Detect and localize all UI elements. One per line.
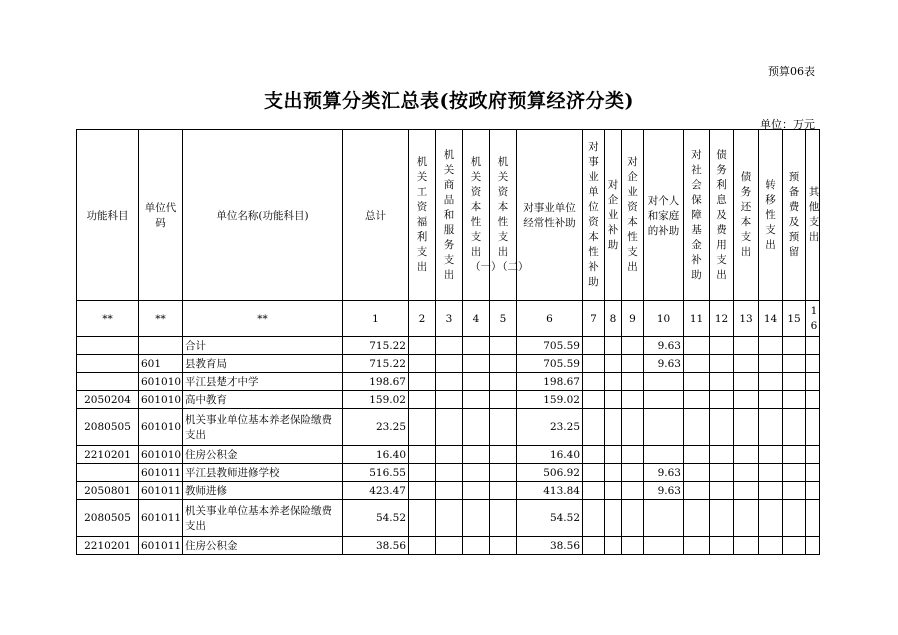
total-cell: 159.02 (343, 391, 409, 409)
func-code-cell: 2210201 (77, 446, 139, 464)
unit-code-cell: 601010 (139, 409, 183, 446)
index-cell: 10 (644, 301, 684, 337)
table-row (77, 500, 820, 537)
table-row (77, 537, 820, 555)
index-cell: 13 (734, 301, 759, 337)
col-4-label: 机关资本性支出（二） (497, 156, 529, 273)
col-4 (490, 130, 529, 301)
col-10 (684, 130, 710, 301)
index-cell: 14 (759, 301, 783, 337)
col-12 (734, 130, 759, 301)
form-number: 预算06表 (768, 65, 815, 78)
unit-name-cell: 平江县教师进修学校 (183, 464, 343, 482)
col-9: 对个人和家庭的补助 (644, 130, 684, 301)
col-2 (436, 130, 463, 301)
col-2-label: 机关商品和服务支出 (443, 148, 455, 281)
col-15 (806, 130, 820, 301)
index-cell: 3 (436, 301, 463, 337)
unit-name-cell: 机关事业单位基本养老保险缴费支出 (183, 409, 343, 446)
unit-name-cell: 县教育局 (183, 355, 343, 373)
total-cell: 423.47 (343, 482, 409, 500)
subsidy-cell: 705.59 (517, 355, 583, 373)
col-11-label: 债务利息及费用支出 (716, 148, 727, 281)
personal-cell (644, 373, 684, 391)
index-cell: 7 (583, 301, 605, 337)
unit-code-cell: 601011 (139, 464, 183, 482)
col-3 (463, 130, 502, 301)
col-6-label: 对事业单位资本性补助 (588, 141, 599, 288)
index-cell: 9 (622, 301, 644, 337)
unit-code-cell: 601011 (139, 537, 183, 555)
personal-cell: 9.63 (644, 337, 684, 355)
table-row (77, 464, 820, 482)
col-12-label: 债务还本支出 (740, 171, 752, 258)
col-total: 总计 (343, 130, 409, 301)
col-1-label: 机关工资福利支出 (416, 156, 428, 273)
unit-name-cell: 平江县楚才中学 (183, 373, 343, 391)
index-cell: 6 (517, 301, 583, 337)
unit-code-cell: 601010 (139, 373, 183, 391)
unit-code-cell: 601011 (139, 482, 183, 500)
func-code-cell: 2050801 (77, 482, 139, 500)
personal-cell (644, 500, 684, 537)
col-8-label: 对企业资本性支出 (627, 156, 638, 273)
col-5: 对事业单位经常性补助 (517, 130, 583, 301)
table-row (77, 482, 820, 500)
unit-name-cell: 住房公积金 (183, 446, 343, 464)
total-cell: 516.55 (343, 464, 409, 482)
func-code-cell (77, 464, 139, 482)
unit-label: 单位：万元 (760, 118, 815, 131)
personal-cell (644, 446, 684, 464)
personal-cell: 9.63 (644, 464, 684, 482)
unit-code-cell: 601010 (139, 391, 183, 409)
func-code-cell (77, 337, 139, 355)
subsidy-cell: 413.84 (517, 482, 583, 500)
table-row (77, 355, 820, 373)
budget-table (76, 129, 820, 555)
index-cell: ** (77, 301, 139, 337)
col-7-label: 对企业补助 (607, 178, 619, 251)
col-10-label: 对社会保障基金补助 (691, 148, 702, 281)
index-cell: 12 (710, 301, 734, 337)
index-cell: ** (183, 301, 343, 337)
table-row (77, 373, 820, 391)
subsidy-cell: 54.52 (517, 500, 583, 537)
func-code-cell (77, 373, 139, 391)
subsidy-cell: 38.56 (517, 537, 583, 555)
func-code-cell: 2080505 (77, 409, 139, 446)
unit-name-cell: 住房公积金 (183, 537, 343, 555)
subsidy-cell: 23.25 (517, 409, 583, 446)
table-row (77, 446, 820, 464)
unit-code-cell (139, 337, 183, 355)
col-13-label: 转移性支出 (765, 178, 776, 251)
index-cell: 1 (343, 301, 409, 337)
index-cell: 2 (409, 301, 436, 337)
index-cell: 4 (463, 301, 490, 337)
func-code-cell (77, 355, 139, 373)
col-func-code: 功能科目 (77, 130, 139, 301)
unit-name-cell: 机关事业单位基本养老保险缴费支出 (183, 500, 343, 537)
unit-name-cell: 教师进修 (183, 482, 343, 500)
index-cell: 11 (684, 301, 710, 337)
table-row (77, 391, 820, 409)
col-7 (605, 130, 622, 301)
col-unit-code: 单位代码 (139, 130, 183, 301)
col-1 (409, 130, 436, 301)
subsidy-cell: 705.59 (517, 337, 583, 355)
col-unit-name: 单位名称(功能科目) (183, 130, 343, 301)
func-code-cell: 2080505 (77, 500, 139, 537)
table-row (77, 409, 820, 446)
subsidy-cell: 506.92 (517, 464, 583, 482)
col-15-label: 其他支出 (808, 186, 820, 243)
total-cell: 23.25 (343, 409, 409, 446)
personal-cell (644, 537, 684, 555)
unit-code-cell: 601010 (139, 446, 183, 464)
subsidy-cell: 16.40 (517, 446, 583, 464)
index-cell (806, 301, 820, 337)
personal-cell: 9.63 (644, 482, 684, 500)
personal-cell (644, 391, 684, 409)
total-cell: 16.40 (343, 446, 409, 464)
page-title: 支出预算分类汇总表(按政府预算经济分类) (264, 90, 634, 112)
table-row (77, 337, 820, 355)
col-14 (783, 130, 806, 301)
personal-cell: 9.63 (644, 355, 684, 373)
col-8 (622, 130, 644, 301)
total-cell: 198.67 (343, 373, 409, 391)
personal-cell (644, 409, 684, 446)
func-code-cell: 2210201 (77, 537, 139, 555)
subsidy-cell: 159.02 (517, 391, 583, 409)
unit-name-cell: 合计 (183, 337, 343, 355)
index-cell: ** (139, 301, 183, 337)
unit-code-cell: 601 (139, 355, 183, 373)
total-cell: 38.56 (343, 537, 409, 555)
index-cell: 8 (605, 301, 622, 337)
index-cell: 15 (783, 301, 806, 337)
subsidy-cell: 198.67 (517, 373, 583, 391)
unit-code-cell: 601011 (139, 500, 183, 537)
index-row (77, 301, 820, 337)
col-11 (710, 130, 734, 301)
index-cell-16: 16 (810, 304, 818, 332)
total-cell: 715.22 (343, 355, 409, 373)
total-cell: 715.22 (343, 337, 409, 355)
header-row (77, 130, 820, 301)
unit-name-cell: 高中教育 (183, 391, 343, 409)
col-6 (583, 130, 605, 301)
col-3-label: 机关资本性支出（一） (470, 156, 502, 273)
total-cell: 54.52 (343, 500, 409, 537)
col-13 (759, 130, 783, 301)
col-14-label: 预备费及预留 (788, 171, 800, 258)
index-cell: 5 (490, 301, 517, 337)
func-code-cell: 2050204 (77, 391, 139, 409)
